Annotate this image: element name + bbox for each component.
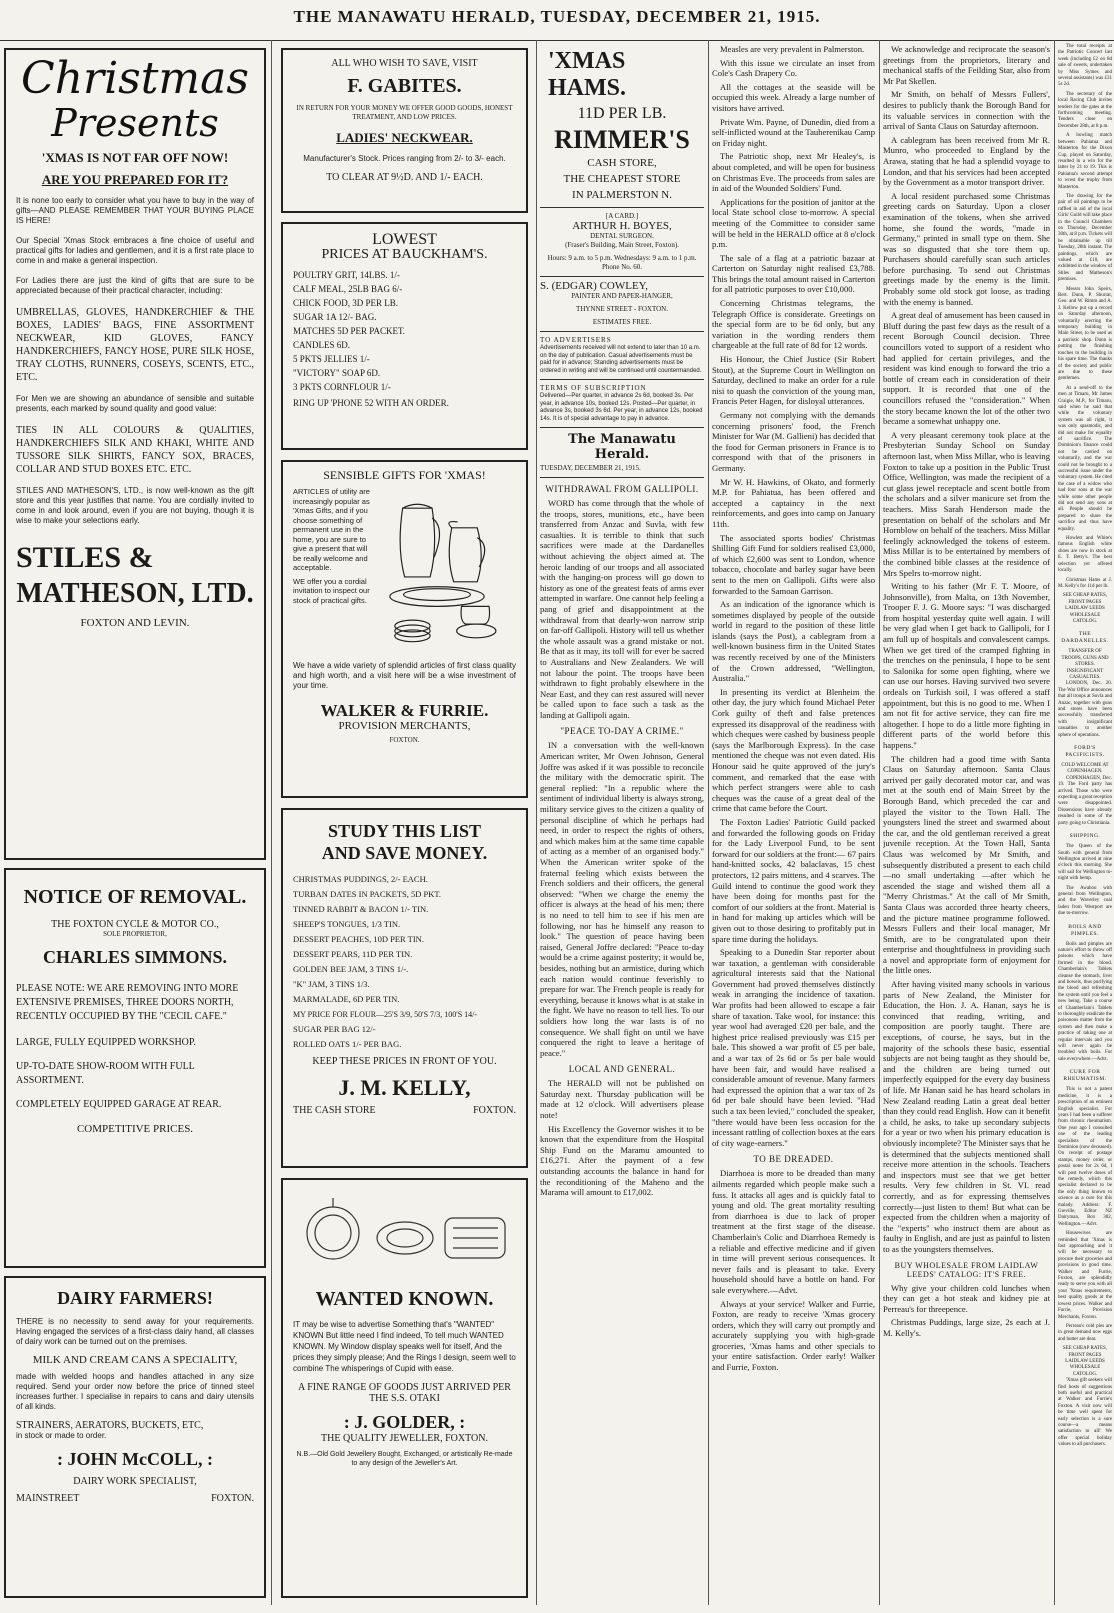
removal-company: THE FOXTON CYCLE & MOTOR CO., xyxy=(51,919,219,930)
bauckham-prices: PRICES AT BAUCKHAM'S. xyxy=(321,247,488,262)
gabites-neckwear: LADIES' NECKWEAR. xyxy=(336,130,473,145)
golder-range: A FINE RANGE OF GOODS JUST ARRIVED PER THE S.S. OTAKI xyxy=(298,1382,511,1404)
kelly-item: DESSERT PEARS, 11D PER TIN. xyxy=(293,949,413,959)
kelly-item: SUGAR PER BAG 12/- xyxy=(293,1024,376,1034)
withdrawal-article: WORD has come through that the whole of the troops, stores, munitions, etc., have been transferred from Anzac and Suvla, with few casualties. It is terrible to think that such sacrifices were made at the Dardanelles without achieving the object aimed at. The heroic landing of our troops and all associated with the hanging-on process will go down to history as one of the greatest feats of arms ever attempted in warfare. One cannot help feeling a pang of grief and disappointment at the withdrawal from that dearly-won narrow strip on far-off Gallipoli. History will tell us whether the whole assault was a grand mistake or not. Be that as it may, its toll will for ever be sacred to Australians and New Zealanders. We will not labour the point. The troops have been withdrawn to fight probably elsewhere in the Near East, and they can rest assured will never be called upon to face such a task as the landing at Gallipoli again. xyxy=(540,498,704,720)
cheap-rates-notice: SEE CHEAP RATES, FRONT PAGES LAIDLAW LEEDS WHOLESALE CATOLOG. xyxy=(1062,593,1108,624)
rimmer-name: RIMMER'S xyxy=(554,125,690,154)
bauckham-item: CHICK FOOD, 3D PER LB. xyxy=(293,298,399,308)
masthead: THE MANAWATU HERALD, TUESDAY, DECEMBER 21, 1915. xyxy=(0,0,1114,41)
kelly-title2: AND SAVE MONEY. xyxy=(321,843,488,863)
dardanelles-heading: THE DARDANELLES. xyxy=(1061,631,1109,645)
walker-name: WALKER & FURRIE. xyxy=(320,701,489,720)
news-item: Always at your service! Walker and Furrie, Foxton, are ready to receive 'Xmas grocery orders, which they will carry out promptly and accurately supplying you with high-grade groceries, 'Xmas hams and other specials to your entire satisfaction. Order early! Walker and Furrie, Foxton. xyxy=(712,1298,875,1373)
column-rule xyxy=(1054,40,1055,1605)
cowley-street: THYNNE STREET - FOXTON. xyxy=(576,305,668,313)
kelly-item: TURBAN DATES IN PACKETS, 5D PKT. xyxy=(293,889,442,899)
rimmer-cheapest: THE CHEAPEST STORE xyxy=(563,173,681,185)
xmas-men: For Men we are showing an abundance of sensible and suitable presents, each marked by sound quality and good value: xyxy=(16,394,254,413)
column-rule xyxy=(536,40,537,1605)
removal-proprietor: SOLE PROPRIETOR, xyxy=(103,930,167,938)
news-item: Concerning Christmas telegrams, the Telegraph Office is considerate. Greetings on the special form are to be 6d only, but any variation in the wording renders them chargeable at the full rate of 8d for 12 words. xyxy=(712,298,875,351)
ladies-gift-list: UMBRELLAS, GLOVES, HANDKERCHIEF & THE BOXES, LADIES' BAGS, FINE ASSORTMENT NECKWEAR, KID GLOVES, FANCY HANDKERCHIEFS, FANCY HOSE, PURE SILK HOSE, TRAY CLOTHS, RUNNERS, COSEYS, SCENTS, ETC., ETC. xyxy=(16,307,254,383)
casualties-subhead: INSIGNIFICANT CASUALTIES. xyxy=(1066,668,1104,680)
news-item: As an indication of the ignorance which is sometimes displayed by people of the outside world in regard to the position of these little islands (says the Post), a cablegram from a well-known business firm in the United States was recently received by one of the Ministers of the Crown addressed, "Wellington, Australia." xyxy=(712,599,875,684)
news-item: With this issue we circulate an inset from Cole's Cash Drapery Co. xyxy=(712,57,875,79)
local-general-heading: LOCAL AND GENERAL. xyxy=(568,1064,676,1075)
rimmer-store: CASH STORE, xyxy=(587,157,657,169)
news-item: All the cottages at the seaside will be occupied this week. Already a large number of visitors have arrived. xyxy=(712,81,875,113)
bauckham-lowest: LOWEST xyxy=(372,231,437,248)
rimmer-town: IN PALMERSTON N. xyxy=(572,189,672,201)
subscription-title: TERMS OF SUBSCRIPTION xyxy=(540,384,647,392)
removal-name: CHARLES SIMMONS. xyxy=(42,947,228,967)
advertisers-body: Advertisements received will not extend to later than 10 a.m. on the day of publication. Casual advertisements must be paid for in advance; Standing advertisements must be ordered in writing and will be continued until countermanded. xyxy=(540,345,702,374)
presents-heading: Presents xyxy=(51,101,219,145)
xmas-stock: Our Special 'Xmas Stock embraces a fine choice of useful and practical gifts for ladies and gentlemen, and it is a first rate place to come in and make a general inspection. xyxy=(16,236,254,265)
news-item: At a send-off to the men at Timaru, Mr James Craigie, M.P., for Timaru, said when he said that while the voluntary system was all right, it was only spasmodic, and did not make for equality of sacrifice. The Dominion's finance could not be carried on voluntarily, and the war could not be brought to a successful issue under the voluntary system. He cited the case of a widow who had four sons at the war while some other people did not send any sons at all. People should be prepared to share the sacrifice and thus have equality. xyxy=(1058,385,1112,532)
news-item: Why give your children cold lunches when they can get a hot steak and kidney pie at Perreau's for threepence. xyxy=(883,1282,1050,1314)
bauckham-item: "VICTORY" SOAP 6D. xyxy=(293,368,381,378)
boils-heading: BOILS AND PIMPLES. xyxy=(1068,923,1102,937)
dairy-intro: THERE is no necessity to send away for your requirements. Having engaged the services of a first-class dairy hand, all classes of dairy work can be turned out on the premises. xyxy=(16,1317,254,1346)
kelly-item: ROLLED OATS 1/- PER BAG. xyxy=(293,1039,402,1049)
cable-item: COPENHAGEN, Dec. 19. The Ford party has arrived. Those who were expecting a great reception were disappointed. Dissensions have already resulted in some of the party going to Christiania. xyxy=(1058,775,1112,826)
column-rule xyxy=(271,40,272,1605)
boyes-card: [A CARD.] xyxy=(605,212,639,220)
shipping-item: The Awahou with general from Wellington, and the Waverley coal laden from Westport are due to-morrow. xyxy=(1058,885,1112,917)
cowley-name: S. (EDGAR) COWLEY, xyxy=(540,280,648,292)
dairy-street: MAINSTREET xyxy=(16,1493,80,1504)
walker-title: SENSIBLE GIFTS FOR 'XMAS! xyxy=(323,468,486,482)
kelly-name: J. M. KELLY, xyxy=(338,1075,471,1100)
gabites-stock: Manufacturer's Stock. Prices ranging from 2/- to 3/- each. xyxy=(303,154,506,163)
kelly-item: TINNED RABBIT & BACON 1/- TIN. xyxy=(293,904,429,914)
herald-title: The Manawatu Herald. xyxy=(568,432,676,462)
walker-text2: WE offer you a cordial invitation to inspect our stock of practical gifts. xyxy=(293,576,370,605)
kelly-title1: STUDY THIS LIST xyxy=(327,821,482,841)
notice-of-removal-ad xyxy=(4,868,266,1268)
column-5 xyxy=(883,40,1050,1609)
golder-trade: THE QUALITY JEWELLER, FOXTON. xyxy=(321,1433,488,1444)
local-item: His Excellency the Governor wishes it to be known that the expenditure from the Hospital Ship Fund on the Maramu amounted to £16,271. After the payment of a few outstanding accounts the balance in hand for the reconditioning of the Maheno and the Marama will amount to £17,002. xyxy=(540,1123,704,1198)
peace-heading: "PEACE TO-DAY A CRIME." xyxy=(560,726,684,737)
news-item: The associated sports bodies' Christmas Shilling Gift Fund for soldiers realised £3,000, of which £2,600 was sent to London, whence tobacco, chocolate and barley sugar have been sent to the men on Gallipoli. Gifts were also forwarded to the Samoan Garrison. xyxy=(712,532,875,596)
column-rule xyxy=(879,40,880,1605)
kelly-store: THE CASH STORE xyxy=(293,1105,376,1116)
dairy-name: : JOHN McCOLL, : xyxy=(57,1449,213,1469)
bauckham-item: CALF MEAL, 25LB BAG 6/- xyxy=(293,284,403,294)
dairy-town: FOXTON. xyxy=(211,1493,254,1504)
news-item: Germany not complying with the demands concerning prisoners' food, the French Minister for War (M. Gallieni) has decided that the food for German prisoners in France is to correspond with that of the prisoners in Germany. xyxy=(712,410,875,473)
boyes-address: (Fraser's Building, Main Street, Foxton). xyxy=(565,241,679,249)
news-item: Diarrhoea is more to be dreaded than many ailments regarded which people make such a fuss. It attacks all ages and is quickly fatal to young and old. The great mortality resulting from diarrhoea is due to lack of proper treatment at the first stage of the disease. Chamberlain's Colic and Diarrhoea Remedy is a reliable and effective medicine and if given in time will prevent serious consequences. It never fails and is pleasant to take. Every household should have a bottle on hand. For sale everywhere.—Advt. xyxy=(712,1168,875,1295)
kelly-item: MY PRICE FOR FLOUR—25'S 3/9, 50'S 7/3, 100'S 14/- xyxy=(293,1010,478,1019)
dairy-strainers: STRAINERS, AERATORS, BUCKETS, ETC, xyxy=(16,1420,204,1431)
gabites-clear: TO CLEAR AT 9½D. AND 1/- EACH. xyxy=(326,172,483,183)
bauckham-ad xyxy=(281,222,528,450)
peace-article: IN a conversation with the well-known American writer, Mr Owen Johnson, General Joffre was asked if it was possible to reconcile the military with the democratic spirit. The general replied: "In a republic where the sentiment of individual liberty is always strong, military service gives to the citizen a quality of personal discipline of which he perhaps had need, in order to respect the rights of others, and which makes him at the same time capable of acting as a member of an organised body." When the American writer spoke of the fraternal feeling which exists between the French soldiers and their officers, the general observed: "When we charge the enemy the officer is always at the head of his men; there is no need to tell him to see if his men are following, nor has he himself any reason to look." The question of peace having been raised, General Joffre declared: "Peace to-day would be a crime against posterity; it would be, besides, nothing but an armistice, during which each nation would continue feverishly to prepare for war. The French people is ready for everything, because it knows what is at stake in the fight. We have no reason to tell lies. To our soldiers how long the war lasts is of no consequence. We shall fight on until we have conquered the right to leave a heritage of peace." xyxy=(540,740,704,1058)
bauckham-item: CANDLES 6D. xyxy=(293,340,351,350)
golder-ad xyxy=(281,1178,528,1598)
news-item: Private Wm. Payne, of Dunedin, died from a self-inflicted wound at the Tauherenikau Camp on Friday night. xyxy=(712,116,875,148)
news-item: After having visited many schools in various parts of New Zealand, the Minister for Education, the Hon. J. A. Hanan, says he is convinced that reading, writing, and composition are poorly taught. There are exceptions, of course, he says, but in the majority of the schools these basic, essential subjects are not being taught as they should be, and the children are being turned out imperfectly equipped for the every day business of life. Mr Hanan said he has heard scholars in New Zealand reading Latin a great deal better than they could read English. How can it benefit a child, he asks, to take up secondary subjects for a year or two when his primary education is obviously incomplete? The Minister says that he is determined that the subjects mentioned shall receive more attention in the schools. Teachers and inspectors must see that we get better results. Very few children in St. VI. read correctly, and as for expressing themselves correctly—just listen to them! But what can be expected from the children when a majority of the "experts" who instruct them are about as faulty in English, and are just as painful to listen to as the youngsters themselves. xyxy=(883,979,1050,1254)
xmas-presents-ad xyxy=(4,48,266,860)
xmas-intro: It is none too early to consider what you have to buy in the way of gifts—AND PLEASE REMEMBER THAT YOUR BUYING PLACE IS HERE! xyxy=(16,196,254,225)
bauckham-item: POULTRY GRIT, 14LBS. 1/- xyxy=(293,270,400,280)
cold-welcome-subhead: COLD WELCOME AT COPENHAGEN. xyxy=(1061,763,1109,775)
kelly-item: MARMALADE, 6D PER TIN. xyxy=(293,994,400,1004)
dairy-milk-cans: MILK AND CREAM CANS A SPECIALITY, xyxy=(32,1354,238,1366)
news-item: Boils and pimples are nature's effort to throw off poisons which have formed in the blood. Chamberlain's Tablets cleanse the stomach, liver and bowels, thus purifying the blood and refreshing the system until you feel a new being. Take a course of Chamberlain's Tablets to thoroughly eradicate the poisonous matter from the system and then make a practice of taking one at regular intervals and you will never again be troubled with boils. For sale everywhere.—Advt. xyxy=(1058,941,1112,1062)
gabites-name: F. GABITES. xyxy=(347,75,462,97)
herald-date: TUESDAY, DECEMBER 21, 1915. xyxy=(540,464,641,472)
xmas-not-far: 'XMAS IS NOT FAR OFF NOW! xyxy=(41,150,229,165)
cowley-trade: PAINTER AND PAPER-HANGER, xyxy=(571,292,673,300)
cable-item: LONDON, Dec. 20. The War Office announces that all troops at Suvla and Anzac, together with guns and stores have been successfully transferred with insignificant casualties to another sphere of operations. xyxy=(1058,681,1112,738)
news-item: The drawing for the pair of oil paintings to be raffled in aid of the local Girls' Guild will take place in the Council Chambers on Thursday, December 30th, at 8 p.m. Tickets will be obtainable up till Tuesday, 28th instant. The paintings, which are valued at £10, are exhibited in the window of Stiles and Matheson's premises. xyxy=(1058,193,1112,283)
local-item: The HERALD will not be published on Saturday next. Thursday publication will be made at 12 o'clock. Will advertisers please note! xyxy=(540,1078,704,1121)
news-item: A cablegram has been received from Mr R. Munro, who proceeded to England by the Arawa, stating that he had a splendid voyage to London, and that his services had been accepted by the Government as a motor transport driver. xyxy=(883,134,1050,188)
dreaded-heading: TO BE DREADED. xyxy=(753,1154,834,1165)
column-rule xyxy=(708,40,709,1605)
bauckham-item: SUGAR 1A 12/- BAG. xyxy=(293,312,377,322)
removal-prices: COMPETITIVE PRICES. xyxy=(76,1123,194,1135)
golder-verse: IT may be wise to advertise Something that's "WANTED" KNOWN But little need I find indeed, To tell much WANTED KNOWN. My Window display speaks well for itself, And the prices they simply please; And the Rings I design, seem well to combine The whisperings of Cupid with ease. xyxy=(293,1320,516,1373)
kelly-item: DESSERT PEACHES, 10D PER TIN. xyxy=(293,934,424,944)
news-item: The total receipts at the Patriotic Concert last week (including £2 on 8d sale of sweets, undertaken by Miss Symes and several assistants) was £31 5s 2d. xyxy=(1058,44,1112,88)
news-item: We acknowledge and reciprocate the season's greetings from the proprietors, literary and mechanical staffs of the Feilding Star, also from Mr Pat Skellen. xyxy=(883,44,1050,86)
boyes-hours: Hours: 9 a.m. to 5 p.m. Wednesdays: 9 a.m. to 1 p.m. xyxy=(547,254,697,262)
kelly-item: "K" JAM, 3 TINS 1/3. xyxy=(293,979,370,989)
subscription-body: Delivered—Per quarter, in advance 2s 6d, booked 3s. Per year, in advance 10s, booked 12s. Posted—Per quarter, in advance 3s, booked 3s 6d. Per year, in advance 12s, booked 14s. It is of special advantage to pay in advance. xyxy=(540,393,703,422)
boyes-phone: Phone No. 60. xyxy=(601,263,643,271)
news-item: Speaking to a Dunedin Star reporter about war taxation, a gentleman with considerable agricultural interests said that the National Government had proved themselves distinctly weak in arranging the incidence of taxation. War profits had been allowed to escape a fair share of taxation. Take wool, for instance: this year wool had averaged £20 per bale, and the highest price realised previously was £15 per bale. This showed a war profit of £5 per bale, and a war tax of 2s 6d or 5s per bale would have been fair, and would have realised a considerable amount of revenue. Many farmers had expressed the opinion that a war tax of 2s 6d per bale should have been levied. "Had such a tax been levied," concluded the speaker, "there would have been less occasion for the incessant rattling of collection boxes at the ears of city wage-earners." xyxy=(712,947,875,1148)
dairy-stock: in stock or made to order. xyxy=(16,1431,107,1440)
news-item: In presenting its verdict at Blenheim the other day, the jury which found Michael Peter Cork guilty of theft and false pretences expressed its disapproval of the readiness with which cheques were cashed by business people (says the Marlborough Express). In the case mentioned the cheque was not even dated. His Honour said he quite approved of the jury's comment, and remarked that the ease with which perfect strangers were able to cash cheques was the cause of a great deal of the crime that came before the Court. xyxy=(712,686,875,814)
christmas-heading: Christmas xyxy=(21,53,249,104)
buy-wholesale: BUY WHOLESALE FROM LAIDLAW LEEDS' CATALOG: IT'S FREE. xyxy=(894,1260,1039,1279)
dairy-made: made with welded hoops and handles attached in any size required. Send your order now before the price of tinned steel increases further. I specialise in repairs to cans and dairy utensils of all kinds. xyxy=(16,1372,254,1411)
dairy-trade: DAIRY WORK SPECIALIST, xyxy=(73,1476,197,1487)
firm-places: FOXTON AND LEVIN. xyxy=(80,617,190,629)
walker-town: FOXTON. xyxy=(389,736,420,744)
news-item: 'Xmas gift seekers will find hosts of suggestions both useful and practical at Walker and Furrie's Foxton. A visit now will be time well spent for early selection is a sure course—a means satisfaction to all! We offer special holiday values to all purchasers. xyxy=(1058,1378,1112,1448)
news-item: A local resident purchased some Christmas greeting cards on Saturday. Upon a closer examination of the tokens, when she arrived home, she found the words, "made in Germany," printed in small type on them. She was so disgusted that she tore them up. Purchasers should carefully scan such articles before purchasing. To send out Christmas greetings made by the enemy is the limit. Probably some old stock got loose, as trading with the enemy is banned. xyxy=(883,190,1050,307)
rheumatism-heading: CURE FOR RHEUMATISM. xyxy=(1063,1069,1107,1083)
jewellery-illustration-icon xyxy=(293,1188,518,1278)
gabites-offer: IN RETURN FOR YOUR MONEY WE OFFER GOOD GOODS, HONEST TREATMENT, AND LOW PRICES. xyxy=(296,104,513,121)
news-item: Mr W. H. Hawkins, of Okato, and formerly M.P. for Pahiatua, has been offered and accepted a captaincy in the next reinforcements, and goes into camp on January 11th. xyxy=(712,476,875,529)
news-item: The secretary of the local Racing Club invites tenders for the gates at the forthcoming meeting. Tenders close on December 28th, at 8 p.m. xyxy=(1058,91,1112,129)
column-4 xyxy=(712,40,875,1609)
shipping-item: The Queen of the South with general from Wellington arrived at nine o'clock this morning. She will sail for Wellington to-night with hemp. xyxy=(1058,844,1112,882)
advertisers-title: TO ADVERTISERS xyxy=(540,336,612,344)
removal-title: NOTICE OF REMOVAL. xyxy=(23,886,247,908)
news-item: The Patriotic shop, next Mr Healey's, is about completed, and will be open for business on Christmas Eve. The proceeds from sales are in aid of the Wounded Soldiers' Fund. xyxy=(712,151,875,194)
removal-garage: COMPLETELY EQUIPPED GARAGE AT REAR. xyxy=(16,1099,222,1110)
bauckham-item: 3 PKTS CORNFLOUR 1/- xyxy=(293,382,391,392)
golder-name: : J. GOLDER, : xyxy=(343,1412,466,1432)
news-item: A bowling match between Pahiatua and Masterton for the Dixon Cup, played on Saturday, resulted in a win for the latter by 21 to 19. This is Pahiatua's second attempt to wrest the trophy from Masterton. xyxy=(1058,133,1112,190)
walker-text3: We have a wide variety of splendid articles of first class quality and high worth, and a visit here will be a wise investment of your time. xyxy=(293,661,516,690)
bauckham-ring: RING UP 'PHONE 52 WITH AN ORDER. xyxy=(293,398,449,408)
news-item: The children had a good time with Santa Claus on Saturday afternoon. Santa Claus arrived per gaily decorated motor car, and was met at the south end of Main Street by the Borough Band, which preceded the car and played the visitor to the Town Hall. The youngsters lined the street and swarmed about the car, and the old gentleman received a great juvenile reception. At the Town Hall, Santa Claus was welcomed by Mr Smith, and subsequently distributed a present to each child —no small undertaking —after which he ascended the stage and wished them all a "Merry Christmas." At the call of Mr Smith, Santa Claus was accorded three hearty cheers, and the picture matinee programme followed. Messrs Fullers and their local manager, Mr Smith, are to be congratulated upon their enterprise and thoughtfulness in providing such a novel and appropriate form of enjoyment for the little ones. xyxy=(883,753,1050,976)
gabites-ad xyxy=(281,48,528,213)
removal-showroom: UP-TO-DATE SHOW-ROOM WITH FULL ASSORTMENT. xyxy=(16,1061,195,1086)
xmas-closing: STILES AND MATHESON'S, LTD., is now well-known as the gift store and this year justifies that name. You are cordially invited to come in and look around, even if you are not buying, though it is wise to make your selections early. xyxy=(16,486,254,525)
news-item: Mr Smith, on behalf of Messrs Fullers', desires to publicly thank the Borough Band for its valuable services in connection with the arrival of Santa Claus on Saturday afternoon. xyxy=(883,89,1050,132)
cowley-estimates: ESTIMATES FREE. xyxy=(592,318,652,326)
news-item: A great deal of amusement has been caused in Bluff during the past few days as the result of a recent Borough Council decision. Three councillors voted to support of a resident who had applied for certain privileges, and the resident was kind enough to forward the trio a bottle of cream each in consideration of their support. It is recorded that one of the councillors refused the "consideration." When the story became known the lot of the other two became a somewhat unhappy one. xyxy=(883,310,1050,427)
news-item: Writing to his father (Mr F. T. Moore, of Johnsonville), from Malta, on 13th November, Trooper F. J. G. Moore says: "I was discharged from hospital yesterday quite well again. I will be very glad when I get back to Gallipoli, for I am full up of hospitals and convalescent camps. When we get tired of the cramped fighting in the trenches on the peninsula, I hope to be sent to Salonika for some open fighting, where we can use our horses. Having survived two severe ordeals on Turkish soil, I was offered a staff appointment, but this is no good to me. When I am not fit for active service, they can fire me altogether. I hope to do a little more fighting in different parts of the world before this happens." xyxy=(883,581,1050,750)
bauckham-item: MATCHES 5D PER PACKET. xyxy=(293,326,406,336)
news-item: The sale of a flag at a patriotic bazaar at Carterton on Saturday night realised £3,788. This brings the total amount raised in Carterton for all patriotic purposes to over £10,000. xyxy=(712,252,875,295)
boyes-trade: DENTAL SURGEON. xyxy=(590,232,654,240)
walker-furrie-ad xyxy=(281,460,528,798)
are-you-prepared: ARE YOU PREPARED FOR IT? xyxy=(41,172,229,187)
firm-name-line1: STILES & xyxy=(16,541,154,574)
gabites-line1: ALL WHO WISH TO SAVE, VISIT xyxy=(331,58,478,69)
golder-nb: N.B.—Old Gold Jewellery Bought, Exchanged, or artistically Re-made to any design of the Jeweller's Art. xyxy=(296,1451,513,1467)
firm-name-line2: MATHESON, LTD. xyxy=(16,578,254,609)
kelly-item: CHRISTMAS PUDDINGS, 2/- EACH. xyxy=(293,874,428,884)
news-item: Messrs John Speirs, Bert. Dunn, P. Shurrat, Geo. and W. Rimm and A. J. Kellow put up a record on Saturday afternoon, voluntarily erecting the temporary building in Main Street, to be used as a patriotic shop. Dunn is putting the finishing touches to the building in his spare time. The thanks of the society and public are due to these gentlemen. xyxy=(1058,286,1112,382)
news-item: This is not a patent medicine, it is a prescription of an eminent English specialist. For years I had been a sufferer from chronic rheumatism. One year ago I consulted one of the leading specialists of the Dominion (now deceased). On receipt of postage stamps, money order, or postal notes for 2s 6d, I will post twelve doses of the remedy, which this specialist declared to be the only thing known to science as a cure for this malady. Address: F. Greville, Editor NZ Dairyman, Box 302, Wellington.—Advt. xyxy=(1058,1087,1112,1227)
news-item: Christmas Puddings, large size, 2s each at J. M. Kelly's. xyxy=(883,1317,1050,1338)
xmas-ladies: For Ladies there are just the kind of gifts that are sure to be appreciated because of their practical character, including: xyxy=(16,276,254,295)
walker-text1: ARTICLES of utility are increasingly popular as 'Xmas Gifts, and if you choose something of permanent use in the home, you are sure to give a present that will be really welcome and acceptable. xyxy=(293,487,370,572)
news-item: A very pleasant ceremony took place at the Presbyterian Sunday School on Sunday afternoon last, when Miss Millar, who is leaving Foxton to take up a position in the Public Trust Office, Wellington, was made the recipient of a cut glass jewel receptacle and scent bottle from the scholars and a silver manicure set from the teachers. Miss Sarah Henderson made the presentation on behalf of the scholars and Mr Hornblow on behalf of the teachers. Miss Millar feelingly acknowledged the tokens of esteem. Miss Millar is to be entertained by members of the combined bible classes at the residence of Mrs Spelrs to-morrow night. xyxy=(883,429,1050,578)
removal-workshop: LARGE, FULLY EQUIPPED WORKSHOP. xyxy=(16,1037,196,1048)
news-item: Housewives are reminded that 'Xmas is fast approaching and it will be necessary to procure their groceries and provisions in good time. Walker and Furrie, Foxton, are splendidly ready to serve you with all your 'Xmas requirements, best quality goods at the lowest prices. Walker and Furrie, Provision Merchants, Foxton. xyxy=(1058,1231,1112,1320)
kelly-ad xyxy=(281,808,528,1168)
walker-trade: PROVISION MERCHANTS, xyxy=(338,720,471,732)
crockery-illustration-icon xyxy=(383,487,516,657)
boyes-name: ARTHUR H. BOYES, xyxy=(572,220,672,232)
news-item: Christmas Hams at J. M. Kelly's for 11d per lb. xyxy=(1058,577,1112,589)
kelly-item: SHEEP'S TONGUES, 1/3 TIN. xyxy=(293,919,401,929)
news-item: His Honour, the Chief Justice (Sir Robert Stout), at the Supreme Court in Wellington on Saturday, declined to make an order for a rule nisi to quash the conviction of the young man, Francis Peter Hagen, for disloyal utterances. xyxy=(712,354,875,407)
column-3 xyxy=(540,40,704,1613)
bauckham-item: 5 PKTS JELLIES 1/- xyxy=(293,354,370,364)
shipping-heading: SHIPPING. xyxy=(1069,833,1101,840)
cheap-rates-notice: SEE CHEAP RATES, FRONT PAGES LAIDLAW LEEDS WHOLESALE CATOLOG. xyxy=(1062,1346,1108,1377)
column-6 xyxy=(1058,40,1112,1609)
rimmer-hams2: HAMS. xyxy=(548,75,626,101)
dairy-title: DAIRY FARMERS! xyxy=(57,1288,213,1308)
rimmer-price: 11D PER LB. xyxy=(577,105,667,122)
news-item: Measles are very prevalent in Palmerston. xyxy=(720,44,865,54)
news-item: Applications for the position of janitor at the local State school close to-morrow. A special meeting of the Committee to consider same will be held in the HERALD office at 8 o'clock p.m. xyxy=(712,196,875,250)
withdrawal-heading: WITHDRAWAL FROM GALLIPOLI. xyxy=(545,484,699,494)
transfer-subhead: TRANSFER OF TROOPS, GUNS AND STORES. xyxy=(1061,649,1109,668)
kelly-keep: KEEP THESE PRICES IN FRONT OF YOU. xyxy=(312,1056,497,1067)
news-item: Perreau's cold pies are in great demand now eggs and butter are dear. xyxy=(1058,1323,1112,1342)
dairy-farmers-ad xyxy=(4,1276,266,1598)
kelly-item: GOLDEN BEE JAM, 3 TINS 1/-. xyxy=(293,964,409,974)
removal-please-note: PLEASE NOTE: WE ARE REMOVING INTO MORE EXTENSIVE PREMISES, THREE DOORS NORTH, RECENTLY OCCUPIED BY THE "CECIL CAFE." xyxy=(16,983,239,1022)
kelly-town: FOXTON. xyxy=(473,1105,516,1116)
news-item: Howlett and White's famous English white shoes are now in stock at E. T. Betty's. The best selection yet offered locally. xyxy=(1058,536,1112,574)
ford-heading: FORD'S PACIFICISTS. xyxy=(1065,745,1105,759)
rimmer-hams1: 'XMAS xyxy=(548,48,626,74)
golder-title: WANTED KNOWN. xyxy=(315,1288,494,1310)
news-item: The Foxton Ladies' Patriotic Guild packed and forwarded the following goods on Friday for the Lady Liverpool Fund, to be sent forward for our soldiers at the front:— 67 pairs hand-knitted socks, 42 balaclavas, 15 chest protectors, 12 pairs mittens, and 4 scarves. The Guild intend to continue the good work they have been doing for months past for the comfort of our soldiers at the front. Material is in hand for making up articles which will be given out to those desiring to profitably put in spare time during the holidays. xyxy=(712,816,875,944)
men-gift-list: TIES IN ALL COLOURS & QUALITIES, HANDKERCHIEFS SILK AND KHAKI, WHITE AND TUSSORE SILK SHIRTS, FANCY SOX, BRACES, COLLAR AND STUD BOXES ETC. ETC. xyxy=(16,425,254,475)
